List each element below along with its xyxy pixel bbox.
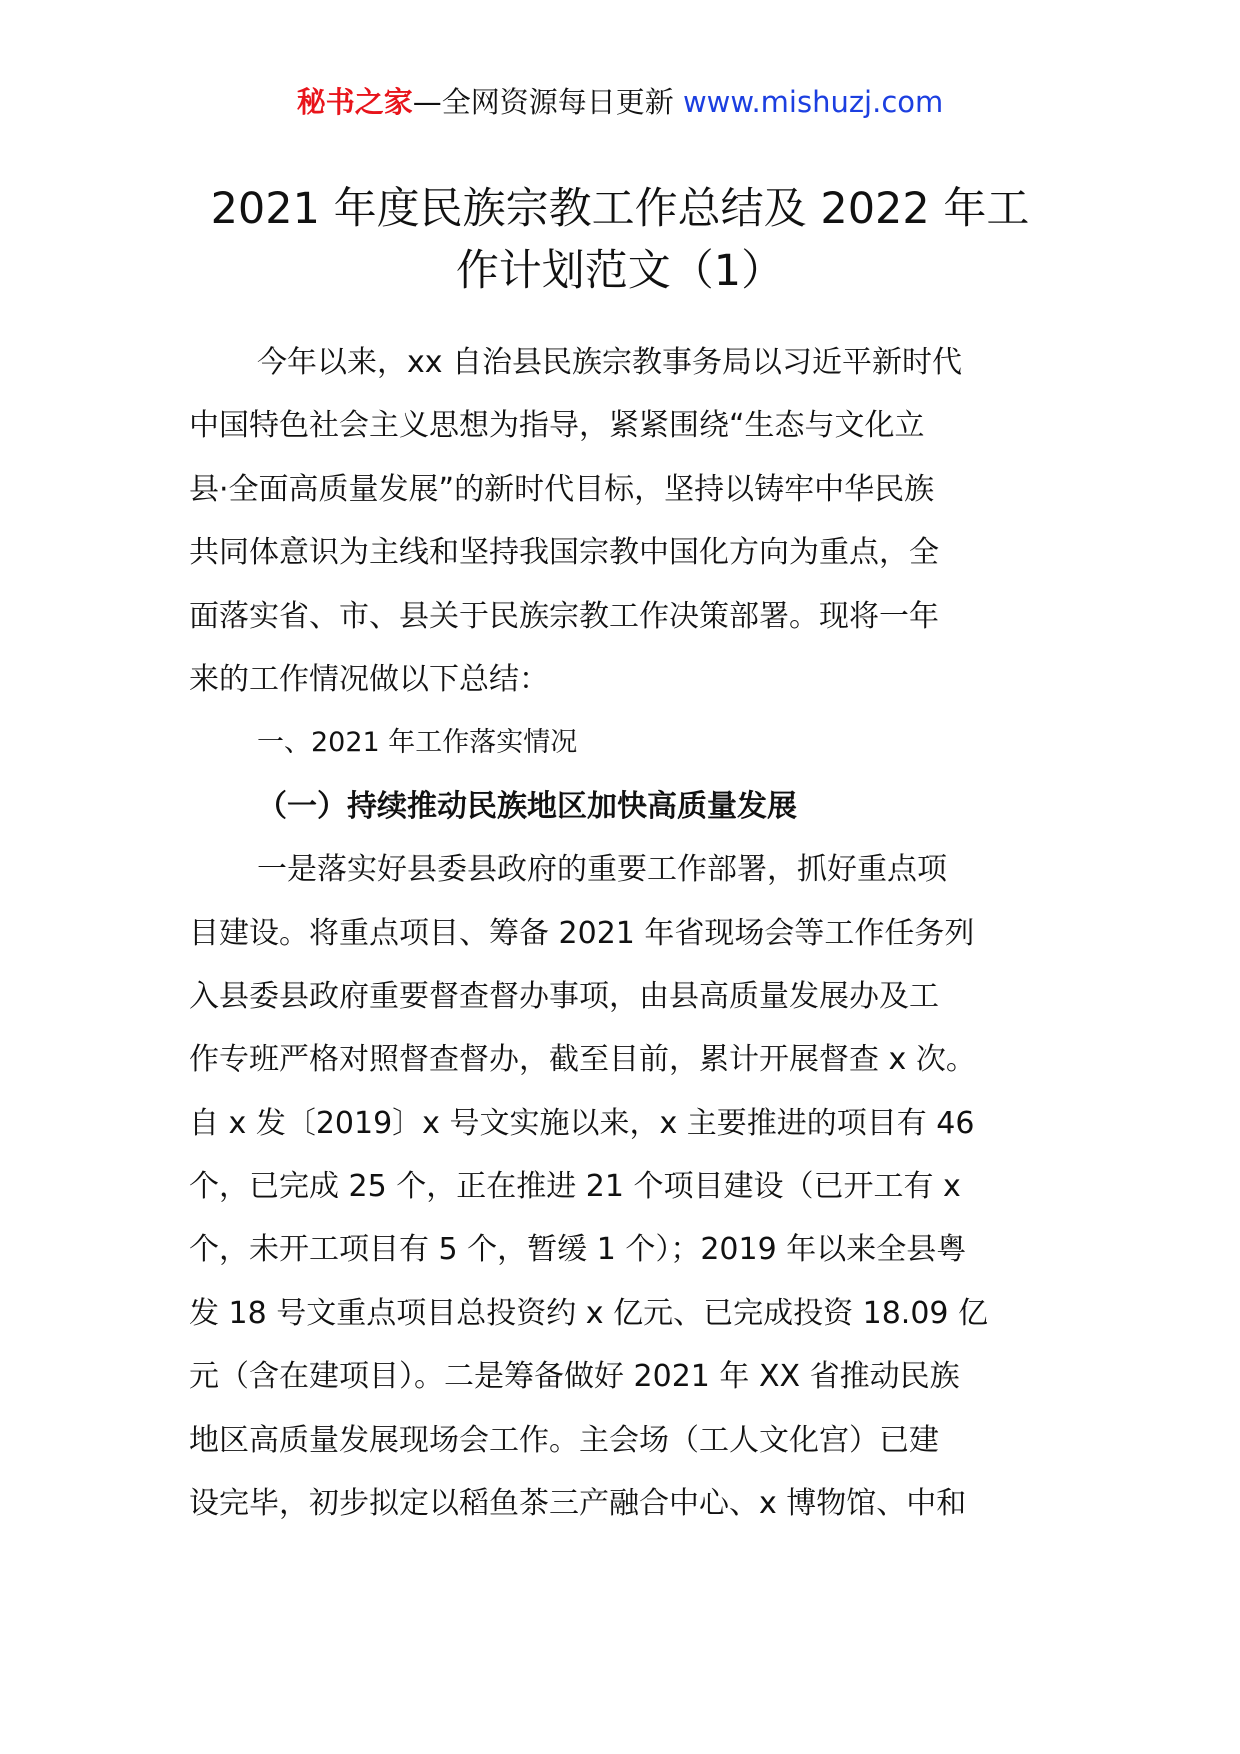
paragraph-line: 面落实省、市、县关于民族宗教工作决策部署。现将一年 [189, 598, 939, 634]
paragraph-line: 中国特色社会主义思想为指导，紧紧围绕“生态与文化立 [189, 408, 925, 444]
document-body [189, 331, 1069, 1535]
paragraph-line: 个，未开工项目有 5 个，暂缓 1 个）；2019 年以来全县粤 [189, 1232, 967, 1268]
paragraph-line: 入县委县政府重要督查督办事项，由县高质量发展办及工 [189, 978, 939, 1014]
paragraph-line: 地区高质量发展现场会工作。主会场（工人文化宫）已建 [189, 1422, 939, 1458]
paragraph-line: 今年以来，xx 自治县民族宗教事务局以习近平新时代 [257, 345, 963, 380]
document-title [150, 178, 1090, 302]
subsection-heading: （一）持续推动民族地区加快高质量发展 [257, 788, 797, 824]
paragraph-line: 共同体意识为主线和坚持我国宗教中国化方向为重点，全 [189, 535, 939, 571]
intro-paragraph [189, 331, 1069, 711]
paragraph-line: 来的工作情况做以下总结： [189, 661, 549, 697]
paragraph-line: 作专班严格对照督查督办，截至目前，累计开展督查 x 次。 [189, 1042, 976, 1078]
title-line-1: 2021 年度民族宗教工作总结及 2022 年工 [210, 184, 1030, 234]
paragraph-line: 设完毕，初步拟定以稻鱼茶三产融合中心、x 博物馆、中和 [189, 1486, 967, 1522]
section-paragraph [189, 838, 1069, 1535]
paragraph-line: 县·全面高质量发展”的新时代目标，坚持以铸牢中华民族 [189, 471, 935, 507]
site-banner [0, 82, 1240, 122]
paragraph-line: 自 x 发〔2019〕x 号文实施以来，x 主要推进的项目有 46 [189, 1105, 975, 1141]
site-url-link[interactable]: www.mishuzj.com [682, 85, 944, 119]
title-line-2: 作计划范文（1） [455, 246, 785, 296]
paragraph-line: 个，已完成 25 个，正在推进 21 个项目建设（已开工有 x [189, 1169, 961, 1205]
paragraph-line: 目建设。将重点项目、筹备 2021 年省现场会等工作任务列 [189, 915, 975, 951]
site-tagline: —全网资源每日更新 [412, 85, 674, 119]
site-brand: 秘书之家 [296, 85, 413, 119]
section-heading: 一、2021 年工作落实情况 [257, 727, 578, 759]
paragraph-line: 元（含在建项目）。二是筹备做好 2021 年 XX 省推动民族 [189, 1359, 960, 1395]
paragraph-line: 发 18 号文重点项目总投资约 x 亿元、已完成投资 18.09 亿 [189, 1295, 989, 1331]
paragraph-line: 一是落实好县委县政府的重要工作部署，抓好重点项 [257, 852, 947, 888]
